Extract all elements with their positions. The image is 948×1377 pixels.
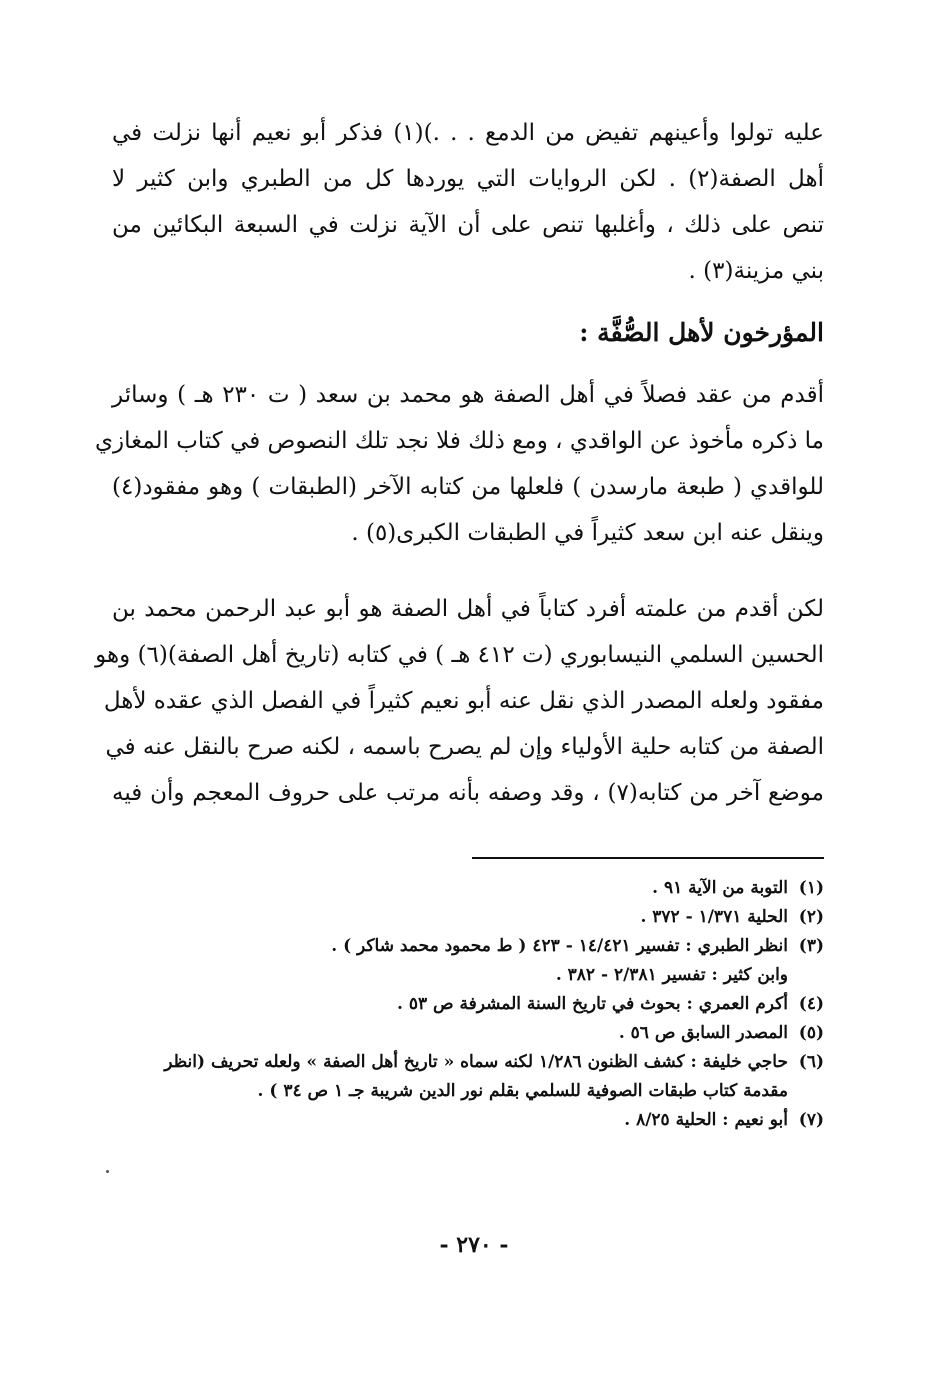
text-line: مفقود ولعله المصدر الذي نقل عنه أبو نعيم كثيراً في الفصل الذي عقده لأهل (103, 688, 824, 714)
footnote-item (124, 903, 824, 932)
footnote-item (124, 874, 824, 903)
text-line: بني مزينة(٣) . (688, 258, 824, 284)
footnotes (124, 874, 824, 1135)
page-number: - ٢٧٠ - (439, 1232, 509, 1258)
footnote-text: أكرم العمري : بحوث في تاريخ السنة المشرفة ص ٥٣ . (397, 994, 788, 1014)
footnote-item (124, 932, 824, 990)
intro-paragraph (112, 110, 824, 294)
footnote-divider (472, 857, 824, 859)
footnote-text: انظر الطبري : تفسير ١٤/٤٢١ - ٤٢٣ ( ط محمود محمد شاكر ) . (331, 936, 788, 956)
footnote-text: التوبة من الآية ٩١ . (652, 878, 788, 898)
text-line: الصفة من كتابه حلية الأولياء وإن لم يصرح باسمه ، لكنه صرح بالنقل عنه في (105, 734, 824, 760)
footnote-number: (٥) (798, 1023, 824, 1043)
footnote-item (124, 1106, 824, 1135)
text-line: أقدم من عقد فصلاً في أهل الصفة هو محمد بن سعد ( ت ٢٣٠ هـ ) وسائر (112, 382, 824, 408)
footnote-item (124, 990, 824, 1019)
text-line: أهل الصفة(٢) . لكن الروايات التي يوردها كل من الطبري وابن كثير لا (112, 166, 824, 192)
text-line: تنص على ذلك ، وأغلبها تنص على أن الآية نزلت في السبعة البكائين من (112, 212, 824, 238)
footnote-text: أبو نعيم : الحلية ٨/٢٥ . (624, 1110, 788, 1130)
paragraph-sulami (95, 586, 825, 816)
footnote-number: (٧) (798, 1110, 824, 1130)
footnote-number: (٤) (798, 994, 824, 1014)
footnote-number: (٣) (798, 936, 824, 956)
paragraph-historians (94, 372, 824, 556)
footnote-text: الحلية ١/٣٧١ - ٣٧٢ . (640, 907, 788, 927)
text-line: موضع آخر من كتابه(٧) ، وقد وصفه بأنه مرتب على حروف المعجم وأن فيه (112, 780, 825, 806)
scan-speck (106, 1170, 109, 1173)
text-line: الحسين السلمي النيسابوري (ت ٤١٢ هـ ) في كتابه (تاريخ أهل الصفة)(٦) وهو (95, 642, 824, 668)
footnote-text-continued: مقدمة كتاب طبقات الصوفية للسلمي بقلم نور الدين شريبة جـ ١ ص ٣٤ ) . (257, 1081, 788, 1101)
footnote-item (124, 1048, 824, 1106)
footnote-text: المصدر السابق ص ٥٦ . (618, 1023, 788, 1043)
text-line: لكن أقدم من علمته أفرد كتاباً في أهل الصفة هو أبو عبد الرحمن محمد بن (112, 596, 824, 622)
text-line: للواقدي ( طبعة مارسدن ) فلعلها من كتابه الآخر (الطبقات ) وهو مفقود(٤) (112, 474, 824, 500)
footnote-number: (١) (798, 878, 824, 898)
footnote-number: (٢) (798, 907, 824, 927)
section-heading: المؤرخون لأهل الصُّفَّة : (579, 318, 824, 347)
text-line: ما ذكره مأخوذ عن الواقدي ، ومع ذلك فلا نجد تلك النصوص في كتاب المغازي (94, 428, 824, 454)
footnote-text-continued: وابن كثير : تفسير ٢/٣٨١ - ٣٨٢ . (555, 965, 788, 985)
footnote-text: حاجي خليفة : كشف الظنون ١/٢٨٦ لكنه سماه « تاريخ أهل الصفة » ولعله تحريف (انظر (164, 1052, 788, 1072)
footnote-item (124, 1019, 824, 1048)
footnote-number: (٦) (798, 1052, 824, 1072)
text-line: وينقل عنه ابن سعد كثيراً في الطبقات الكبرى(٥) . (351, 520, 824, 546)
text-line: عليه تولوا وأعينهم تفيض من الدمع . . .)(١) فذكر أبو نعيم أنها نزلت في (112, 120, 824, 146)
